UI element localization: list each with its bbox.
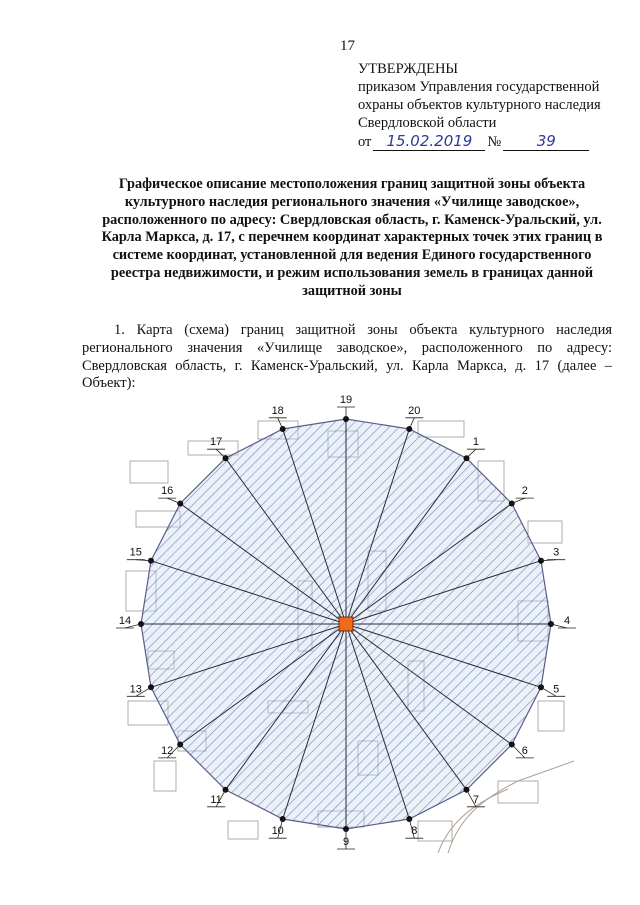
approval-date-row: [358, 132, 601, 151]
point-number: 6: [521, 744, 528, 757]
handwritten-date: 15.02.2019: [373, 132, 485, 151]
point-label-1: [467, 436, 485, 458]
point-label-19: [337, 394, 355, 419]
point-label-8: [405, 819, 423, 838]
point-label-9: [337, 829, 355, 849]
point-label-6: [512, 745, 534, 758]
number-prefix: №: [487, 134, 502, 150]
point-label-18: [269, 405, 287, 429]
point-label-3: [541, 547, 565, 561]
point-number: 20: [408, 404, 421, 417]
label-leader: [278, 418, 283, 429]
point-number: 3: [553, 546, 560, 559]
point-number: 9: [342, 836, 350, 848]
map-building: [228, 821, 258, 839]
point-label-20: [405, 405, 423, 429]
point-number: 12: [161, 744, 174, 757]
point-label-16: [158, 485, 180, 503]
point-label-5: [541, 683, 565, 696]
document-title: Графическое описание местоположения границ защитной зоны объекта культурного наследия регионального значения «Училище заводское», расположенного по адресу: Свердловская область, г. Каменск-Уральский, ул. Карла Маркса, д. 17, с перечнем координат характерных точек этих границ в системе координат, установленной для ведения Единого государственного реестра недвижимости, и режим использования земель в границах данной защитной зоны: [101, 176, 603, 299]
protection-zone-map: [118, 394, 574, 853]
approval-line-1: приказом Управления государственной: [358, 79, 600, 95]
point-label-4: [551, 615, 576, 628]
approval-line-2: охраны объектов культурного наследия: [358, 97, 601, 113]
boundary-point-10: [280, 816, 286, 822]
point-label-15: [127, 547, 151, 561]
point-label-14: [116, 615, 141, 628]
map-building: [418, 421, 464, 437]
label-leader: [409, 418, 414, 429]
map-building: [498, 781, 538, 803]
point-number: 14: [118, 615, 132, 627]
approval-line-3: Свердловской области: [358, 115, 497, 131]
point-number: 8: [411, 825, 418, 838]
map-building: [154, 761, 176, 791]
point-label-2: [512, 485, 534, 503]
approval-block: [358, 60, 601, 151]
point-number: 10: [271, 825, 284, 838]
approval-heading: УТВЕРЖДЕНЫ: [358, 61, 459, 77]
point-number: 19: [339, 394, 353, 406]
label-leader: [512, 498, 525, 503]
label-leader: [467, 449, 476, 458]
point-number: 5: [553, 683, 560, 696]
boundary-point-18: [280, 426, 286, 432]
handwritten-number: 39: [503, 132, 589, 151]
point-label-12: [158, 745, 180, 758]
point-number: 1: [472, 436, 479, 449]
point-number: 7: [472, 793, 479, 806]
page-number: 17: [340, 38, 355, 54]
point-label-13: [127, 683, 151, 696]
map-building: [130, 461, 168, 483]
map-building: [528, 521, 562, 543]
point-label-7: [467, 790, 485, 807]
point-number: 17: [209, 436, 223, 449]
point-number: 13: [129, 683, 142, 696]
point-label-11: [207, 790, 225, 807]
label-leader: [167, 498, 180, 503]
point-number: 18: [271, 404, 284, 417]
point-number: 16: [161, 485, 174, 498]
point-number: 15: [129, 546, 142, 559]
point-number: 11: [210, 793, 222, 806]
object-marker: [339, 617, 353, 631]
date-prefix: от: [358, 134, 372, 150]
point-label-10: [269, 819, 287, 838]
label-leader: [216, 449, 225, 458]
point-number: 4: [563, 615, 571, 627]
point-number: 2: [521, 485, 528, 498]
map-svg: [118, 394, 574, 853]
map-building: [538, 701, 564, 731]
map-intro-paragraph: 1. Карта (схема) границ защитной зоны объекта культурного наследия регионального значения «Училище заводское», расположенного по адресу: Свердловская область, г. Каменск-Уральский, ул. Карла Маркса, д. 17 (далее – Объект):: [82, 322, 612, 392]
